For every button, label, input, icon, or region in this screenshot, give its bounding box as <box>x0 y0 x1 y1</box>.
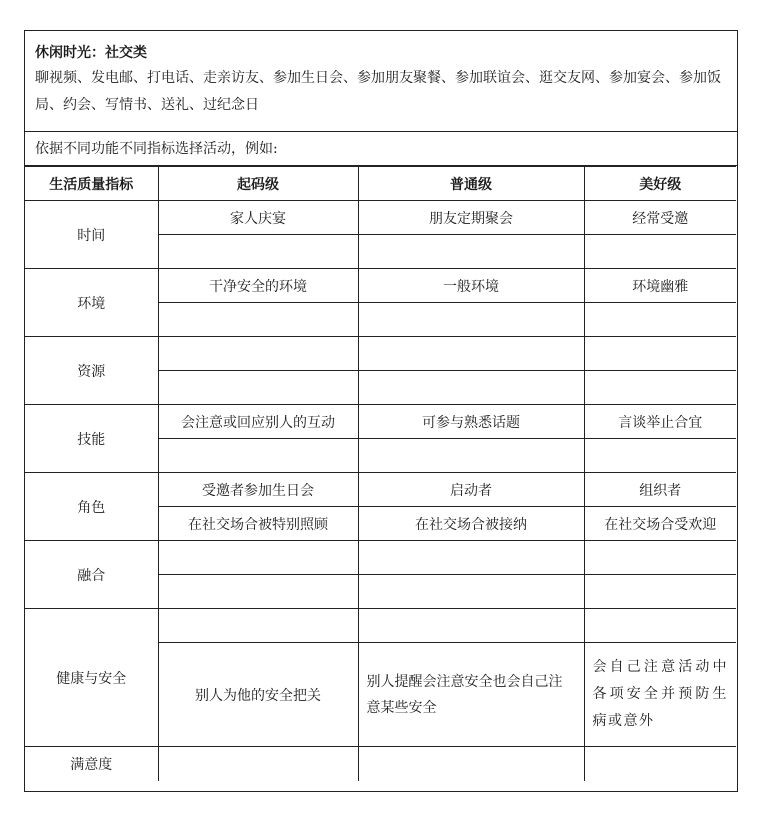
empty-cell <box>584 575 736 609</box>
table-cell: 会自己注意活动中各项安全并预防生病或意外 <box>584 643 736 747</box>
table-header-row <box>25 167 736 201</box>
empty-cell <box>158 747 358 781</box>
indicator-environment: 环境 <box>25 269 158 337</box>
table-cell: 别人提醒会注意安全也会自己注意某些安全 <box>358 643 584 747</box>
intro-text: 聊视频、发电邮、打电话、走亲访友、参加生日会、参加朋友聚餐、参加联谊会、逛交友网、参加宴会、参加饭局、约会、写情书、送礼、过纪念日 <box>35 70 721 113</box>
indicator-role: 角色 <box>25 473 158 541</box>
empty-cell <box>158 337 358 371</box>
table-cell: 家人庆宴 <box>158 201 358 235</box>
table-row <box>25 473 736 507</box>
empty-cell <box>158 235 358 269</box>
table-row <box>25 269 736 303</box>
empty-cell <box>358 541 584 575</box>
table-row <box>25 337 736 371</box>
table-cell: 可参与熟悉话题 <box>358 405 584 439</box>
empty-cell <box>358 371 584 405</box>
empty-cell <box>584 303 736 337</box>
intro-section <box>25 31 737 132</box>
empty-cell <box>158 609 358 643</box>
empty-cell <box>584 439 736 473</box>
header-basic: 起码级 <box>158 167 358 201</box>
indicator-resources: 资源 <box>25 337 158 405</box>
indicator-health-safety: 健康与安全 <box>25 609 158 747</box>
table-cell: 朋友定期聚会 <box>358 201 584 235</box>
empty-cell <box>358 337 584 371</box>
empty-cell <box>358 303 584 337</box>
empty-cell <box>358 747 584 781</box>
table-cell: 会注意或回应别人的互动 <box>158 405 358 439</box>
indicator-time: 时间 <box>25 201 158 269</box>
quality-indicator-table <box>25 166 736 781</box>
table-cell: 经常受邀 <box>584 201 736 235</box>
empty-cell <box>158 575 358 609</box>
header-indicator: 生活质量指标 <box>25 167 158 201</box>
indicator-integration: 融合 <box>25 541 158 609</box>
empty-cell <box>584 747 736 781</box>
empty-cell <box>158 303 358 337</box>
header-normal: 普通级 <box>358 167 584 201</box>
table-cell: 环境幽雅 <box>584 269 736 303</box>
table-row <box>25 609 736 643</box>
empty-cell <box>358 439 584 473</box>
indicator-satisfaction: 满意度 <box>25 747 158 781</box>
table-cell: 受邀者参加生日会 <box>158 473 358 507</box>
table-row <box>25 405 736 439</box>
table-cell: 别人为他的安全把关 <box>158 643 358 747</box>
empty-cell <box>158 371 358 405</box>
empty-cell <box>158 439 358 473</box>
table-cell: 干净安全的环境 <box>158 269 358 303</box>
empty-cell <box>584 371 736 405</box>
table-cell: 在社交场合被接纳 <box>358 507 584 541</box>
empty-cell <box>358 609 584 643</box>
table-cell: 在社交场合受欢迎 <box>584 507 736 541</box>
empty-cell <box>584 235 736 269</box>
example-note: 依据不同功能不同指标选择活动，例如: <box>25 132 737 166</box>
intro-title: 休闲时光：社交类 <box>35 45 147 61</box>
empty-cell <box>584 609 736 643</box>
indicator-skills: 技能 <box>25 405 158 473</box>
table-cell: 组织者 <box>584 473 736 507</box>
table-row <box>25 541 736 575</box>
table-row <box>25 747 736 781</box>
header-good: 美好级 <box>584 167 736 201</box>
social-activity-form <box>24 30 738 792</box>
table-cell: 言谈举止合宜 <box>584 405 736 439</box>
table-row <box>25 201 736 235</box>
empty-cell <box>584 337 736 371</box>
table-cell: 启动者 <box>358 473 584 507</box>
empty-cell <box>584 541 736 575</box>
empty-cell <box>358 575 584 609</box>
empty-cell <box>358 235 584 269</box>
empty-cell <box>158 541 358 575</box>
table-cell: 一般环境 <box>358 269 584 303</box>
table-cell: 在社交场合被特别照顾 <box>158 507 358 541</box>
